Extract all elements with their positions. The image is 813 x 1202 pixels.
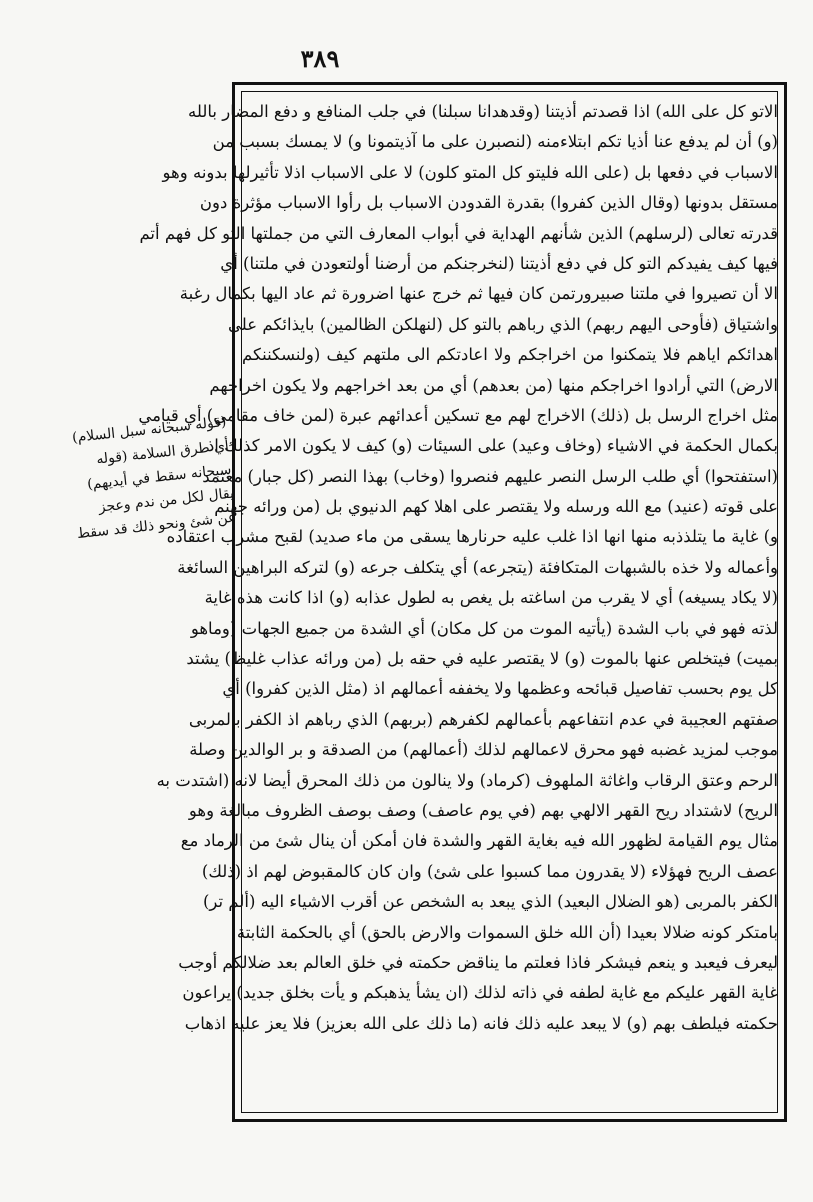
text-line: مستقل بدونها (وقال الذين كفروا) بقدرة القدودن الاسباب بل رأوا الاسباب مؤثرة دون (199, 193, 778, 213)
margin-note (21, 410, 237, 551)
text-line: مثل اخراج الرسل بل (ذلك) الاخراج لهم مع تسكين أعدائهم عبرة (لمن خاف مقامي) أي قيامي (138, 405, 778, 425)
text-line: (و) أن لم يدفع عنا أذيا تكم ابتلاءمنه (لنصبرن على ما آذيتمونا و) لا يمسك بسبب من (212, 132, 778, 152)
page-number: ٣٨٩ (300, 44, 340, 73)
text-line: عصف الريح فهؤلاء (لا يقدرون مما كسبوا على شئ) وان كان كالمقبوض لهم اذ (ذلك) (201, 861, 778, 881)
text-line: بكمال الحكمة في الاشياء (وخاف وعيد) على السيئات (و) كيف لا يكون الامر كذلك اذ (206, 436, 778, 456)
margin-note-line: أي طرق السلامة (قوله (95, 437, 230, 468)
text-line: بميت) فيتخلص عنها بالموت (و) لا يقتصر عليه في حقه بل (من ورائه عذاب غليظ) يشتد (186, 649, 778, 669)
text-line: الكفر بالمربى (هو الضلال البعيد) الذي يبعد به الشخص عن أقرب الاشياء اليه (ألم تر) (203, 892, 778, 912)
text-line: حكمته فيلطف بهم (و) لا يبعد عليه ذلك فانه (ما ذلك على الله بعزيز) فلا يعز عليه اذهاب (184, 1013, 778, 1033)
margin-note-line: عن شئ ونحو ذلك قد سقط (76, 509, 238, 543)
text-line: كل يوم بحسب تفاصيل قبائحه وعظمها ولا يخففه أعمالهم اذ (مثل الذين كفروا) أي (222, 679, 778, 699)
text-line: مثال يوم القيامة لظهور الله فيه بغاية القهر والشدة فان أمكن أن ينال شئ من الرماد مع (180, 831, 778, 851)
text-line: اهدائكم اياهم فلا يتمكنوا من اخراجكم ولا اعادتكم الى ملتهم كيف (ولنسكننكم (242, 345, 778, 365)
text-line: بامتكر كونه ضلالا بعيدا (أن الله خلق السموات والارض بالحق) أي بالحكمة الثابتة (236, 922, 778, 942)
text-line: على قوته (عنيد) مع الله ورسله ولا يقتصر على اهلا كهم الدنيوي بل (من ورائه جهنم (214, 497, 778, 517)
margin-note-line: يقال لكل من ندم وعجز (97, 485, 235, 516)
text-line: فيها كيف يفيدكم التو كل في دفع أذيتنا (لنخرجنكم من أرضنا أولتعودن في ملتنا) أي (220, 253, 778, 273)
text-line: وأعماله ولا خذه بالشبهات المتكافئة (يتجرعه) أي يتكلف جرعه (و) لتركه البراهين السائغة (177, 557, 778, 577)
text-line: الا أن تصيروا في ملتنا صبيرورتمن كان فيها ثم خرج عنها اضرورة ثم عاد اليها بكمال رغبة (179, 284, 778, 304)
margin-note-line: (قوله سبحانه سبل السلام) (71, 413, 228, 447)
text-line: الارض) التي أرادوا اخراجكم منها (من بعدهم) أي من بعد اخراجهم ولا يكون اخراجهم (209, 375, 778, 395)
text-line: (لا يكاد يسيغه) أي لا يقرب من اساغته بل يغص به لطول عذابه (و) اذا كانت هذه غاية (204, 588, 778, 608)
text-line: الريح) لاشتداد ريح القهر الالهي بهم (في يوم عاصف) وصف بوصف الظروف مبالغة وهو (188, 800, 778, 820)
text-line: قدرته تعالى (لرسلهم) الذين شأنهم الهداية في أبواب المعارف التي من جملتها التو كل فهم أتم (139, 223, 778, 243)
text-line: الاتو كل على الله) اذا قصدتم أذيتنا (وقدهدانا سبلنا) في جلب المنافع و دفع المضار بالله (188, 102, 778, 121)
text-line: موجب لمزيد غضبه فهو محرق لاعمالهم لذلك (أعمالهم) من الصدقة و بر الوالدين وصلة (189, 740, 778, 760)
text-line: لذته فهو في باب الشدة (يأتيه الموت من كل مكان) أي الشدة من جميع الجهات (وماهو (190, 618, 778, 638)
text-line: (استفتحوا) أي طلب الرسل النصر عليهم فنصروا (وخاب) بهذا النصر (كل جبار) معتمد (202, 466, 778, 486)
text-line: واشتياق (فأوحى اليهم ربهم) الذي رباهم بالتو كل (لنهلكن الظالمين) بايذائكم على (228, 314, 778, 334)
text-line: صفتهم العجيبة في عدم انتفاعهم بأعمالهم لكفرهم (بربهم) الذي رباهم اذ الكفر بالمربى (188, 709, 778, 729)
text-line: و) غاية ما يتلذذبه منها انها اذا غلب عليه حرنارها يسقى من ماء صديد) لقبح مشرب اعتقاده (166, 527, 778, 547)
text-line: الرحم وعتق الرقاب واغاثة الملهوف (كرماد) ولا ينالون من ذلك المحرق أيضا لانه (اشتدت به (156, 770, 778, 790)
text-line: ليعرف فيعبد و ينعم فيشكر فاذا فعلتم ما يناقض حكمته في خلق العالم بعد ضلالكم أوجب (178, 952, 778, 972)
margin-note-line: سبحانه سقط في أيديهم) (86, 461, 233, 493)
text-line: غاية القهر عليكم مع غاية لطفه في ذاته لذلك (ان يشأ يذهبكم و يأت بخلق جديد) يراعون (182, 983, 778, 1003)
text-line: الاسباب في دفعها بل (على الله فليتو كل المتو كلون) لا على الاسباب اذلا تأثيرلها بدونه وهو (162, 162, 778, 182)
